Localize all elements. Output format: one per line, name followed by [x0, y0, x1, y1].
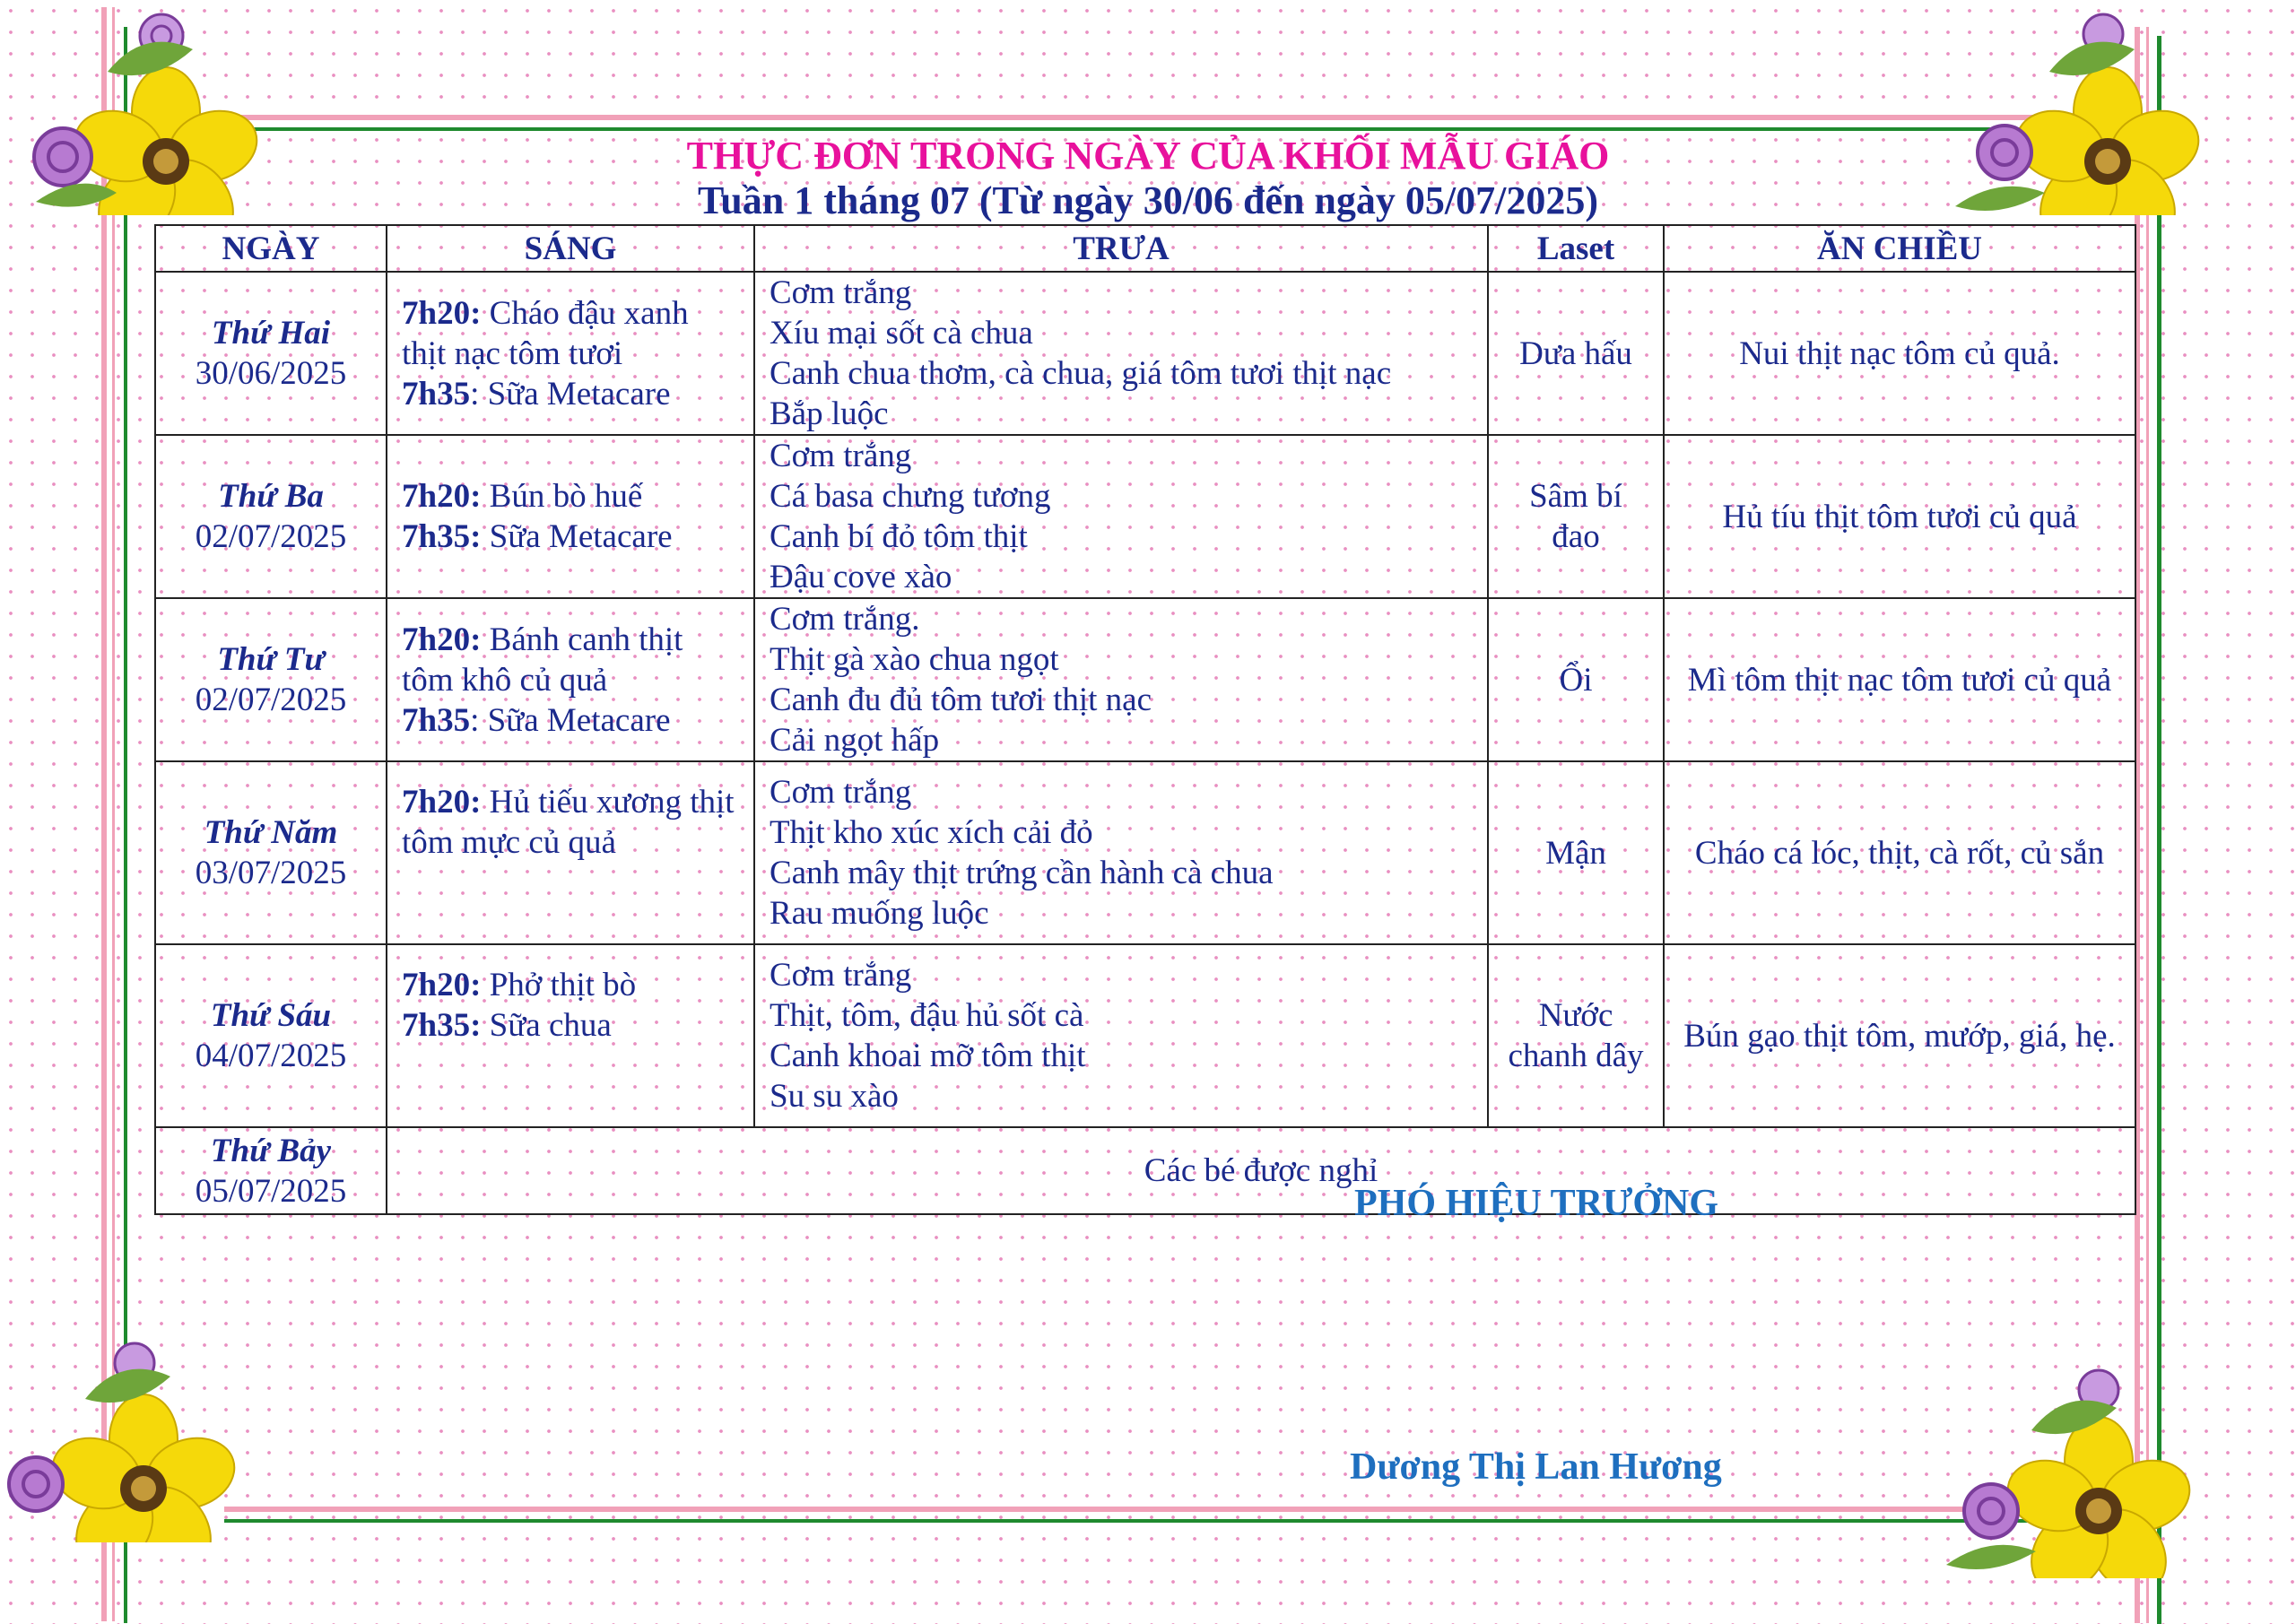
- breakfast-time: 7h20:: [402, 294, 482, 332]
- breakfast-text: Hủ tiếu xương thịt tôm mực củ quả: [402, 784, 735, 861]
- breakfast-item: [402, 965, 739, 1005]
- table-row: [155, 761, 2135, 944]
- header-afternoon: ĂN CHIỀU: [1664, 225, 2135, 272]
- lunch-item: Canh đu đủ tôm tươi thịt nạc: [770, 682, 1152, 718]
- lunch-item: Thịt gà xào chua ngọt: [770, 641, 1059, 678]
- header-day: NGÀY: [155, 225, 387, 272]
- breakfast-cell: [387, 435, 754, 598]
- lunch-item: Thịt kho xúc xích cải đỏ: [770, 814, 1093, 851]
- laset-cell: Mận: [1488, 761, 1664, 944]
- lunch-item: Xíu mại sốt cà chua: [770, 315, 1033, 352]
- breakfast-cell: [387, 272, 754, 435]
- day-date: 02/07/2025: [195, 682, 347, 718]
- day-cell: [155, 435, 387, 598]
- day-cell: [155, 944, 387, 1127]
- table-row: [155, 272, 2135, 435]
- day-cell: [155, 272, 387, 435]
- day-name: Thứ Bảy: [210, 1132, 332, 1169]
- frame-bottom-pink: [224, 1507, 2090, 1512]
- day-date: 02/07/2025: [195, 518, 347, 555]
- breakfast-cell: [387, 761, 754, 944]
- breakfast-text: Bánh canh thịt tôm khô củ quả: [402, 621, 683, 699]
- lunch-item: Cơm trắng: [770, 438, 912, 474]
- breakfast-text: Sữa Metacare: [481, 518, 673, 555]
- header-laset: Laset: [1488, 225, 1664, 272]
- signer-name: Dương Thị Lan Hương: [1350, 1446, 1722, 1488]
- laset-cell: Ổi: [1488, 598, 1664, 761]
- day-cell: [155, 761, 387, 944]
- breakfast-time: 7h35: [402, 701, 471, 739]
- breakfast-text: Sữa chua: [481, 1007, 612, 1044]
- lunch-item: Cơm trắng: [770, 274, 912, 311]
- breakfast-text: Phở thịt bò: [481, 967, 637, 1003]
- lunch-item: Cá basa chưng tương: [770, 478, 1051, 515]
- afternoon-cell: Mì tôm thịt nạc tôm tươi củ quả: [1664, 598, 2135, 761]
- table-row: [155, 944, 2135, 1127]
- breakfast-time: 7h35:: [402, 518, 482, 555]
- breakfast-text: : Sữa Metacare: [470, 375, 671, 413]
- lunch-cell: [754, 598, 1488, 761]
- breakfast-text: Bún bò huế: [481, 478, 643, 515]
- breakfast-time: 7h35: [402, 375, 471, 413]
- lunch-item: Canh chua thơm, cà chua, giá tôm tươi thịt nạc: [770, 355, 1392, 392]
- breakfast-item: [402, 374, 739, 414]
- day-name: Thứ Sáu: [210, 997, 332, 1034]
- afternoon-cell: Cháo cá lóc, thịt, cà rốt, củ sắn: [1664, 761, 2135, 944]
- day-date: 30/06/2025: [195, 355, 347, 392]
- table-row-saturday: [155, 1127, 2135, 1214]
- frame-top-pink: [233, 115, 2081, 120]
- breakfast-cell: [387, 944, 754, 1127]
- laset-cell: Dưa hấu: [1488, 272, 1664, 435]
- signer-title: PHÓ HIỆU TRƯỞNG: [1354, 1183, 1719, 1224]
- afternoon-cell: Hủ tíu thịt tôm tươi củ quả: [1664, 435, 2135, 598]
- breakfast-time: 7h20:: [402, 967, 482, 1003]
- breakfast-cell: [387, 598, 754, 761]
- lunch-cell: [754, 272, 1488, 435]
- day-date: 03/07/2025: [195, 855, 347, 891]
- breakfast-time: 7h35:: [402, 1007, 482, 1044]
- breakfast-item: [402, 1005, 739, 1046]
- header-lunch: TRƯA: [754, 225, 1488, 272]
- lunch-cell: [754, 435, 1488, 598]
- breakfast-item: [402, 293, 739, 374]
- breakfast-time: 7h20:: [402, 478, 482, 515]
- breakfast-item: [402, 782, 739, 863]
- frame-top-green: [233, 127, 2081, 131]
- lunch-item: Đậu cove xào: [770, 559, 952, 595]
- flower-decoration-bottom-left: [0, 1327, 269, 1542]
- day-date: 04/07/2025: [195, 1038, 347, 1074]
- afternoon-cell: Nui thịt nạc tôm củ quả.: [1664, 272, 2135, 435]
- day-date: 05/07/2025: [195, 1172, 347, 1210]
- menu-title: THỰC ĐƠN TRONG NGÀY CỦA KHỐI MẪU GIÁO: [686, 134, 1610, 178]
- breakfast-item: [402, 620, 739, 700]
- breakfast-time: 7h20:: [402, 621, 482, 658]
- day-cell: [155, 598, 387, 761]
- breakfast-item: [402, 476, 739, 517]
- breakfast-item: [402, 700, 739, 741]
- lunch-item: Cơm trắng: [770, 774, 912, 811]
- breakfast-text: Cháo đậu xanh thịt nạc tôm tươi: [402, 294, 689, 372]
- lunch-item: Canh bí đỏ tôm thịt: [770, 518, 1028, 555]
- flower-decoration-bottom-right: [1928, 1363, 2197, 1578]
- afternoon-cell: Bún gạo thịt tôm, mướp, giá, hẹ.: [1664, 944, 2135, 1127]
- lunch-item: Cơm trắng: [770, 957, 912, 994]
- lunch-item: Canh mây thịt trứng cần hành cà chua: [770, 855, 1274, 891]
- day-cell: [155, 1127, 387, 1214]
- table-row: [155, 435, 2135, 598]
- breakfast-item: [402, 517, 739, 557]
- lunch-item: Canh khoai mỡ tôm thịt: [770, 1038, 1086, 1074]
- frame-bottom-green: [224, 1519, 2090, 1523]
- lunch-item: Su su xào: [770, 1078, 899, 1115]
- breakfast-text: : Sữa Metacare: [470, 701, 671, 739]
- day-name: Thứ Ba: [218, 478, 324, 515]
- day-name: Thứ Hai: [211, 315, 331, 352]
- menu-subtitle: Tuần 1 tháng 07 (Từ ngày 30/06 đến ngày 05/07/2025): [698, 178, 1598, 222]
- laset-cell: Nước chanh dây: [1488, 944, 1664, 1127]
- day-name: Thứ Năm: [204, 814, 338, 851]
- lunch-item: Rau muống luộc: [770, 895, 989, 932]
- lunch-item: Cải ngọt hấp: [770, 722, 940, 759]
- table-row: [155, 598, 2135, 761]
- lunch-cell: [754, 761, 1488, 944]
- lunch-cell: [754, 944, 1488, 1127]
- day-name: Thứ Tư: [217, 641, 325, 678]
- lunch-item: Thịt, tôm, đậu hủ sốt cà: [770, 997, 1084, 1034]
- saturday-note: Các bé được nghỉ: [387, 1127, 2135, 1214]
- breakfast-time: 7h20:: [402, 784, 482, 821]
- lunch-item: Bắp luộc: [770, 395, 889, 432]
- header-breakfast: SÁNG: [387, 225, 754, 272]
- laset-cell: Sâm bí đao: [1488, 435, 1664, 598]
- header-row: [155, 225, 2135, 272]
- lunch-item: Cơm trắng.: [770, 601, 920, 638]
- menu-table: [154, 224, 2136, 1215]
